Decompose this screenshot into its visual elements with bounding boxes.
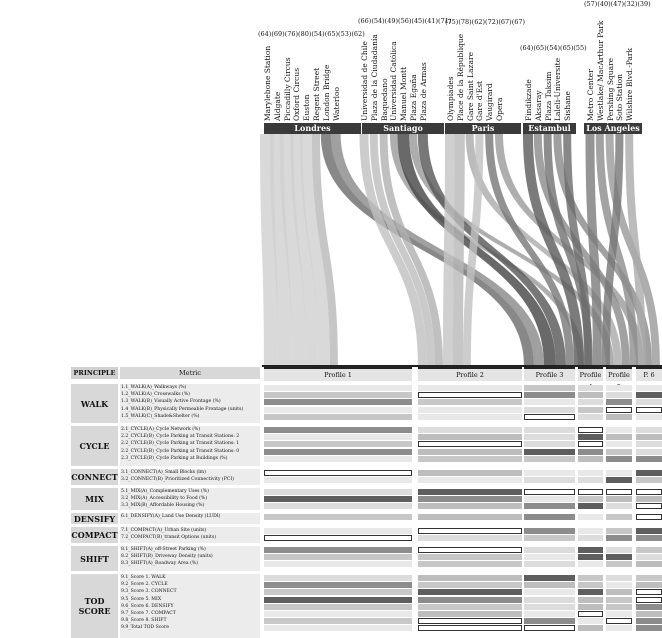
profile-cell	[524, 597, 575, 603]
profile-cell	[524, 554, 575, 560]
profile-cell	[578, 547, 603, 553]
profile-cell	[606, 575, 632, 581]
city-header-3: Estambul	[523, 123, 576, 134]
profile-cell	[606, 477, 632, 483]
profile-cell	[418, 554, 522, 560]
profile-cell	[636, 385, 662, 391]
station-label: Sishane	[563, 91, 573, 121]
profile-cell	[578, 528, 603, 534]
profile-cell	[578, 561, 603, 567]
principle-walk: WALK	[71, 384, 118, 423]
flow-band	[453, 134, 465, 366]
profile-cell	[524, 392, 575, 398]
metric-header: Metric	[120, 367, 260, 379]
profile-cell	[524, 625, 575, 631]
profile-cell	[418, 441, 522, 447]
station-label: Aldgate	[272, 91, 282, 121]
profile-cell	[418, 604, 522, 610]
metric-label: 7.1_COMPACT(A)_Urban Site (units)	[121, 528, 207, 533]
metric-label: 1.4_WALK(B)_Physically Permeable Frontage (units)	[121, 406, 244, 412]
metric-label: 1.2_WALK(A)_Crosswalks (%)	[121, 392, 190, 398]
profile-cell	[578, 434, 603, 440]
profile-cell	[636, 399, 662, 405]
station-label: Plaza Egaña	[409, 74, 418, 121]
profile-cell	[418, 503, 522, 509]
station-label: Manuel Montt	[399, 66, 409, 121]
profile-header-2: Profile 3	[524, 367, 575, 381]
profile-cell	[418, 582, 522, 588]
profile-cell	[264, 489, 412, 495]
station-label: Olympiades	[446, 76, 455, 121]
profile-cell	[578, 597, 603, 603]
profile-cell	[524, 535, 575, 541]
station-label: Euston	[302, 94, 312, 121]
profile-cell	[636, 477, 662, 483]
profile-cell	[606, 547, 632, 553]
profile-cell	[524, 427, 575, 433]
station-label: Pershing Square	[605, 57, 615, 121]
metric-label: 5.1_MIX(A)_Complementary Uses (%)	[121, 489, 209, 494]
profile-cell	[418, 535, 522, 541]
profile-cell	[606, 449, 632, 455]
profile-cell	[524, 399, 575, 405]
profile-cell	[578, 399, 603, 405]
metric-label: 9.1_Score 1. WALK	[121, 575, 166, 580]
profile-cell	[636, 611, 662, 617]
profile-cell	[524, 528, 575, 534]
metric-label: 9.8_Score 8. SHIFT	[121, 618, 167, 624]
profile-cell	[636, 597, 662, 603]
profile-cell	[636, 547, 662, 553]
profile-cell	[578, 470, 603, 476]
profile-cell	[636, 414, 662, 420]
station-label: Laleli-Universite	[553, 57, 563, 121]
profile-cell	[606, 561, 632, 567]
profile-cell	[578, 414, 603, 420]
profile-cell	[524, 575, 575, 581]
profile-cell	[636, 582, 662, 588]
profile-cell	[578, 456, 603, 462]
profile-cell	[418, 528, 522, 534]
profile-cell	[264, 477, 412, 483]
profile-cell	[418, 407, 522, 413]
profile-cell	[524, 449, 575, 455]
profile-cell	[606, 489, 632, 495]
metric-label: 2.1_CYCLE(A)_Cycle Network (%)	[121, 427, 201, 432]
profile-cell	[636, 625, 662, 631]
profile-cell	[418, 561, 522, 567]
profile-cell	[636, 470, 662, 476]
profile-cell	[578, 604, 603, 610]
profile-cell	[418, 611, 522, 617]
profile-cell	[578, 554, 603, 560]
metric-label: 7.2_COMPACT(B)_transit Options (units)	[121, 535, 217, 541]
station-counts-2: (75)(78)(62)(72)(67)(67)	[445, 18, 526, 26]
profile-cell	[418, 625, 522, 631]
station-label: Place de la République	[455, 33, 465, 121]
station-label: Vaugirard	[485, 83, 495, 121]
station-label: Regent Street	[312, 67, 321, 121]
metric-label: 2.3_CYCLE(B)_Cycle Parking at Buildings (%)	[121, 455, 228, 461]
profile-cell	[418, 547, 522, 553]
metric-label: 2.2_CYCLE(B)_Cycle Parking at Transit Stations: 2	[121, 434, 240, 440]
profile-cell	[606, 604, 632, 610]
profile-cell	[606, 414, 632, 420]
profile-cell	[606, 535, 632, 541]
profile-cell	[636, 434, 662, 440]
profile-cell	[524, 441, 575, 447]
profile-cell	[524, 611, 575, 617]
profile-cell	[264, 434, 412, 440]
profile-cell	[578, 407, 603, 413]
profile-cell	[264, 392, 412, 398]
profile-cell	[524, 547, 575, 553]
profile-cell	[578, 427, 603, 433]
profile-cell	[606, 597, 632, 603]
station-label: Opera	[495, 97, 504, 121]
profile-cell	[264, 441, 412, 447]
profile-cell	[418, 449, 522, 455]
profile-cell	[264, 399, 412, 405]
profile-cell	[578, 449, 603, 455]
metric-label: 8.3_SHIFT(A)_Roadway Area (%)	[121, 561, 199, 567]
profile-cell	[636, 489, 662, 495]
station-label: Universidad Católica	[389, 41, 399, 121]
profile-cell	[418, 489, 522, 495]
profile-cell	[264, 503, 412, 509]
profile-cell	[636, 514, 662, 520]
metric-label: 9.5_Score 5. MIX	[121, 596, 162, 602]
profile-cell	[418, 427, 522, 433]
profile-cell	[524, 414, 575, 420]
profile-cell	[418, 414, 522, 420]
metric-label: 3.2_MIX(A)_Accessibility to Food (%)	[121, 496, 208, 502]
profile-cell	[606, 582, 632, 588]
metric-label: 8.1_SHIFT(A)_off-Street Parking (%)	[121, 547, 206, 552]
profile-cell	[606, 427, 632, 433]
station-counts-1: (66)(54)(49)(56)(45)(41)(71)	[358, 17, 452, 25]
principle-mix: MIX	[71, 488, 118, 510]
profile-cell	[636, 496, 662, 502]
profile-cell	[264, 414, 412, 420]
profile-cell	[264, 470, 412, 476]
profile-cell	[606, 618, 632, 624]
profile-cell	[418, 392, 522, 398]
profile-cell	[418, 399, 522, 405]
station-label: Wilshire Blvd.-Park	[625, 47, 635, 121]
profile-cell	[606, 503, 632, 509]
profile-cell	[264, 554, 412, 560]
principle-densify: DENSIFY	[71, 513, 118, 524]
station-label: Soto Station	[615, 74, 625, 121]
profile-cell	[264, 575, 412, 581]
station-counts-3: (64)(65)(54)(65)(55)	[520, 44, 587, 52]
profile-cell	[524, 385, 575, 391]
profile-header-5: P. 6	[636, 367, 662, 381]
profile-cell	[418, 456, 522, 462]
station-label: Westlake/ MacArthur Park	[595, 20, 605, 121]
profile-cell	[264, 561, 412, 567]
profile-cell	[606, 441, 632, 447]
profile-cell	[606, 385, 632, 391]
profile-cell	[636, 407, 662, 413]
profile-cell	[264, 589, 412, 595]
city-header-2: Paris	[445, 123, 521, 134]
profile-cell	[578, 611, 603, 617]
profile-cell	[578, 589, 603, 595]
profile-cell	[264, 547, 412, 553]
profile-cell	[264, 407, 412, 413]
metric-label: 1.5_WALK(C)_Shade&Shelter (%)	[121, 413, 200, 419]
profile-cell	[606, 434, 632, 440]
profile-cell	[636, 589, 662, 595]
profile-cell	[524, 604, 575, 610]
profile-cell	[578, 385, 603, 391]
station-label: Plaza Taksim	[543, 71, 553, 121]
profile-cell	[418, 618, 522, 624]
profile-cell	[578, 477, 603, 483]
profile-cell	[636, 392, 662, 398]
profile-cell	[524, 514, 575, 520]
profile-cell	[578, 489, 603, 495]
profile-cell	[418, 496, 522, 502]
metric-label: 9.9_Total TOD Score	[121, 625, 169, 631]
profile-cell	[606, 399, 632, 405]
profile-cell	[578, 575, 603, 581]
principle-compact: COMPACT	[71, 527, 118, 543]
profile-cell	[578, 618, 603, 624]
city-header-1: Santiago	[362, 123, 444, 134]
principle-shift: SHIFT	[71, 546, 118, 571]
profile-cell	[418, 575, 522, 581]
profile-cell	[606, 496, 632, 502]
profile-cell	[264, 535, 412, 541]
profile-cell	[606, 589, 632, 595]
station-label: Plaza de la Ciudadanía	[369, 34, 379, 121]
profile-cell	[264, 514, 412, 520]
profile-cell	[418, 589, 522, 595]
profile-cell	[264, 385, 412, 391]
station-label: Gare Saint Lazare	[465, 51, 475, 121]
profile-cell	[524, 456, 575, 462]
profile-cell	[264, 611, 412, 617]
profile-cell	[636, 535, 662, 541]
principle-cycle: CYCLE	[71, 426, 118, 466]
profile-cell	[524, 503, 575, 509]
metric-label: 2.2_CYCLE(B)_Cycle Parking at Transit Stations: 1	[121, 441, 240, 447]
metric-label: 9.3_Score 3. CONNECT	[121, 589, 177, 595]
profile-cell	[636, 503, 662, 509]
station-label: Baquedano	[379, 78, 389, 121]
metric-label: 2.2_CYCLE(B)_Cycle Parking at Transit Stations: 0	[121, 448, 240, 454]
profile-cell	[264, 496, 412, 502]
metric-label: 3.2_CONNECT(B)_Prioritized Connectivity (PCI)	[121, 477, 234, 483]
profile-cell	[418, 434, 522, 440]
station-label: Universidad de Chile	[360, 41, 369, 121]
profile-cell	[264, 528, 412, 534]
profile-cell	[636, 456, 662, 462]
profile-cell	[636, 618, 662, 624]
profile-cell	[636, 575, 662, 581]
profile-cell	[418, 470, 522, 476]
profile-cell	[418, 514, 522, 520]
profile-cell	[578, 441, 603, 447]
principle-header: PRINCIPLE	[71, 367, 118, 379]
profile-cell	[264, 618, 412, 624]
profile-cell	[636, 449, 662, 455]
station-label: Findikzade	[524, 79, 533, 121]
profile-cell	[264, 582, 412, 588]
profile-cell	[524, 496, 575, 502]
metric-label: 9.2_Score 2. CYCLE	[121, 582, 168, 588]
profile-cell	[636, 427, 662, 433]
profile-cell	[606, 514, 632, 520]
profile-cell	[524, 561, 575, 567]
profile-cell	[264, 427, 412, 433]
station-label: Gare d'Est	[475, 80, 485, 121]
profile-header-0: Profile 1	[264, 367, 412, 381]
profile-cell	[524, 434, 575, 440]
principle-connect: CONNECT	[71, 469, 118, 485]
metric-label: 8.2_SHIFT(B)_Driveway Density (units)	[121, 554, 213, 560]
profile-cell	[606, 392, 632, 398]
metric-label: 6.1_DENSIFY(A)_Land Use Density (LUDI)	[121, 514, 221, 519]
metric-label: 1.1_WALK(A)_Walkways (%)	[121, 385, 187, 390]
profile-cell	[606, 470, 632, 476]
profile-cell	[524, 618, 575, 624]
profile-cell	[606, 611, 632, 617]
profile-cell	[578, 514, 603, 520]
profile-cell	[636, 528, 662, 534]
profile-cell	[578, 582, 603, 588]
profile-cell	[636, 604, 662, 610]
profile-cell	[578, 535, 603, 541]
profile-cell	[578, 625, 603, 631]
city-header-0: Londres	[264, 123, 361, 134]
station-label: Oxford Circus	[292, 67, 302, 121]
profile-cell	[264, 449, 412, 455]
metric-label: 1.3_WALK(B)_Visually Active Frontage (%)	[121, 399, 221, 405]
metric-label: 3.1_CONNECT(A)_Small Blocks (lm)	[121, 470, 206, 475]
profile-header-1: Profile 2	[418, 367, 522, 381]
station-label: Aksaray	[533, 90, 543, 121]
metric-label: 9.7_Score 7. COMPACT	[121, 611, 176, 616]
station-label: Metro Center	[586, 69, 595, 121]
profile-cell	[636, 561, 662, 567]
profile-cell	[606, 456, 632, 462]
metric-label: 3.3_MIX(B)_Affordable Housing (%)	[121, 503, 205, 509]
profile-cell	[524, 407, 575, 413]
station-label: Piccadilly Circus	[282, 57, 292, 121]
profile-cell	[524, 470, 575, 476]
profile-cell	[418, 385, 522, 391]
city-header-4: Los Ángeles	[584, 123, 642, 134]
profile-cell	[524, 477, 575, 483]
profile-header-4: Profile	[606, 367, 632, 381]
profile-cell	[636, 441, 662, 447]
station-label: Waterloo	[331, 87, 341, 121]
profile-cell	[606, 407, 632, 413]
profile-cell	[264, 604, 412, 610]
profile-cell	[606, 554, 632, 560]
station-counts-0: (64)(69)(76)(80)(54)(65)(53)(62)	[258, 30, 365, 38]
profile-cell	[636, 554, 662, 560]
profile-cell	[524, 489, 575, 495]
profile-cell	[524, 582, 575, 588]
profile-cell	[578, 496, 603, 502]
station-label: Marylebone Station	[263, 45, 272, 121]
profile-cell	[264, 625, 412, 631]
profile-cell	[418, 597, 522, 603]
profile-cell	[606, 625, 632, 631]
metric-label: 9.6_Score 6. DENSIFY	[121, 603, 174, 609]
profile-cell	[606, 528, 632, 534]
profile-cell	[578, 392, 603, 398]
profile-cell	[418, 477, 522, 483]
profile-cell	[264, 456, 412, 462]
station-label: London Bridge	[321, 64, 331, 121]
station-label: Plaza de Armas	[418, 62, 428, 121]
profile-cell	[524, 589, 575, 595]
profile-header-3: Profile	[578, 367, 603, 381]
principle-tod-score: TOD SCORE	[71, 574, 118, 638]
profile-cell	[264, 597, 412, 603]
profile-cell	[578, 503, 603, 509]
station-counts-4: (57)(40)(47)(32)(39)	[584, 0, 651, 8]
